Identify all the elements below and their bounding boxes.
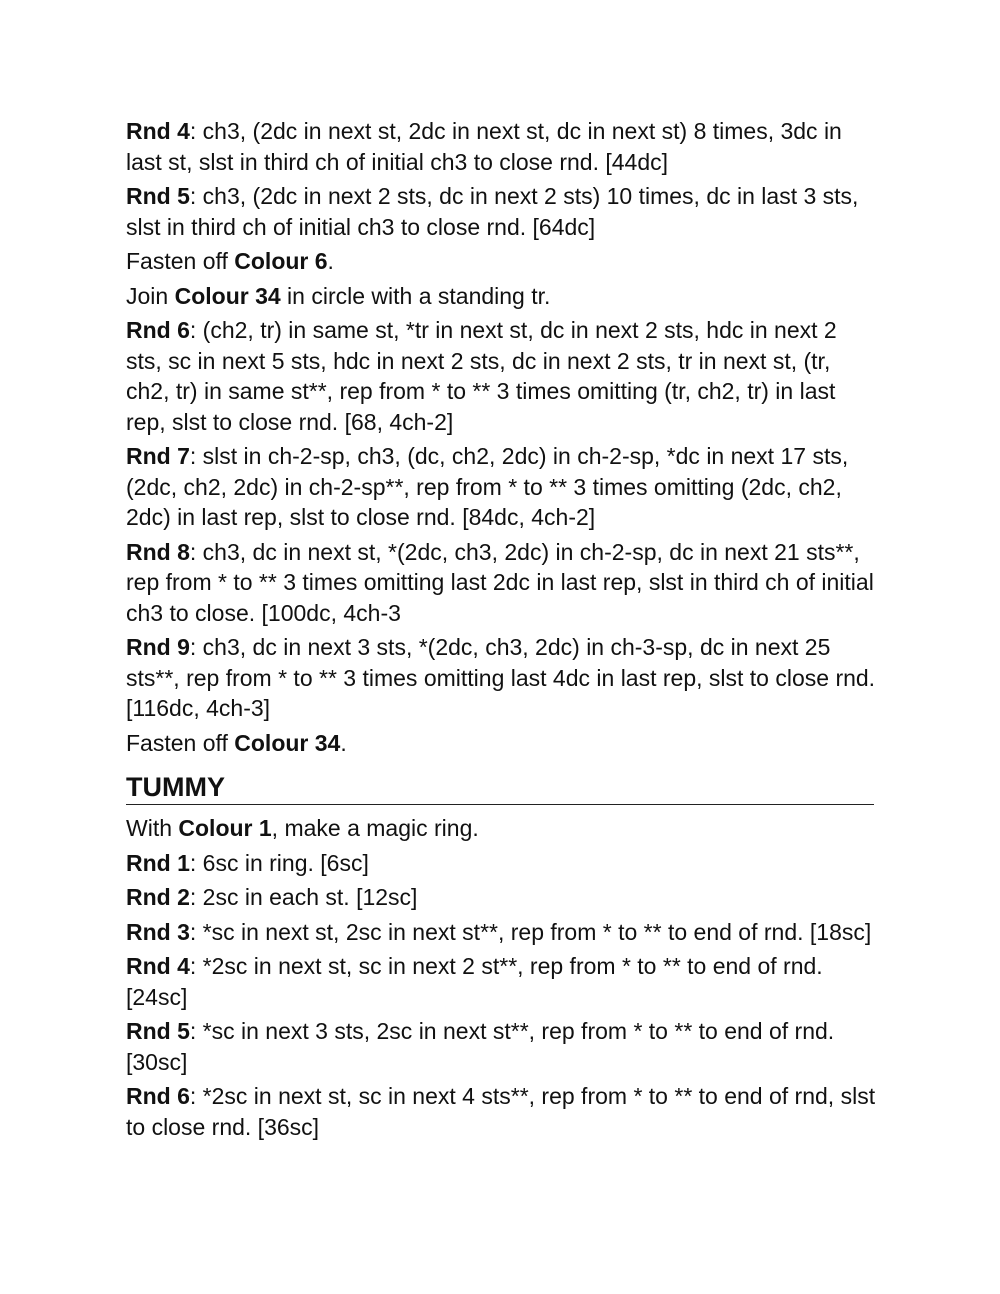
bold-term: Rnd 5 (126, 1018, 190, 1044)
instruction-text: : (ch2, tr) in same st, *tr in next st, dc in next 2 sts, hdc in next 2 sts, sc in next 5 sts, hdc in next 2 sts, dc in next 2 sts, tr in next st, (tr, ch2, tr) in same st**, rep from * to ** 3 times omitting (tr, ch2, tr) in last rep, slst to close rnd. [68, 4ch-2] (126, 317, 837, 435)
bold-term: Rnd 4 (126, 118, 190, 144)
instruction-text: Join (126, 282, 175, 309)
instruction-paragraph (126, 632, 876, 724)
instruction-text: . (327, 248, 334, 274)
instruction-paragraph (126, 882, 876, 913)
instruction-text: : slst in ch-2-sp, ch3, (dc, ch2, 2dc) in ch-2-sp, *dc in next 17 sts, (2dc, ch2, 2dc) in ch-2-sp**, rep from * to ** 3 times omitting (2dc, ch2, 2dc) in last rep, slst to close rnd. [84dc, 4ch-2] (126, 443, 849, 530)
instruction-text: : 2sc in each st. [12sc] (189, 884, 418, 910)
instruction-text: : 6sc in ring. [6sc] (189, 849, 369, 876)
bold-term: Colour 34 (174, 282, 281, 309)
section-divider (126, 804, 874, 805)
bold-term: Rnd 8 (126, 538, 190, 565)
instruction-text: : *2sc in next st, sc in next 4 sts**, rep from * to ** to end of rnd, slst to close rnd. [36sc] (126, 1083, 876, 1140)
instruction-text: : *2sc in next st, sc in next 2 st**, rep from * to ** to end of rnd. [24sc] (126, 953, 823, 1010)
bold-term: Rnd 9 (126, 634, 190, 660)
section-heading: TUMMY (126, 772, 225, 802)
instruction-paragraph (126, 848, 876, 879)
instruction-paragraph (126, 951, 876, 1012)
instruction-text: in circle with a standing tr. (280, 282, 551, 309)
instruction-text: : ch3, (2dc in next 2 sts, dc in next 2 sts) 10 times, dc in last 3 sts, slst in third ch of initial ch3 to close rnd. [64dc] (126, 183, 859, 240)
instruction-paragraph (126, 116, 876, 177)
instruction-paragraph (126, 315, 876, 437)
bold-term: Rnd 6 (126, 1083, 190, 1109)
instruction-paragraph (126, 181, 876, 242)
instruction-paragraph (126, 917, 876, 948)
instruction-text: : *sc in next 3 sts, 2sc in next st**, rep from * to ** to end of rnd. [30sc] (126, 1018, 835, 1075)
document-page (126, 116, 876, 1146)
instruction-paragraph (126, 728, 876, 759)
bold-term: Colour 6 (234, 248, 328, 274)
instruction-paragraph (126, 281, 876, 312)
instruction-text: : ch3, dc in next 3 sts, *(2dc, ch3, 2dc) in ch-3-sp, dc in next 25 sts**, rep from * to ** 3 times omitting last 4dc in last rep, slst to close rnd. [116dc, 4ch-3] (126, 634, 876, 721)
bold-term: Rnd 4 (126, 953, 190, 979)
instruction-text: : ch3, dc in next st, *(2dc, ch3, 2dc) in ch-2-sp, dc in next 21 sts**, rep from * to ** 3 times omitting last 2dc in last rep, slst in third ch of initial ch3 to close. [100dc, 4ch-3 (126, 538, 874, 626)
instruction-paragraph (126, 1081, 876, 1142)
bold-term: Rnd 7 (126, 443, 190, 469)
instruction-text: : *sc in next st, 2sc in next st**, rep from * to ** to end of rnd. [18sc] (189, 918, 872, 945)
instruction-paragraph (126, 1016, 876, 1077)
bold-term: Rnd 5 (126, 183, 190, 209)
bold-term: Rnd 3 (126, 918, 190, 945)
bold-term: Colour 1 (178, 815, 272, 841)
instruction-text: With (126, 815, 179, 841)
instruction-text: : ch3, (2dc in next st, 2dc in next st, dc in next st) 8 times, 3dc in last st, slst in third ch of initial ch3 to close rnd. [44dc] (126, 118, 842, 175)
bold-term: Rnd 1 (126, 849, 190, 876)
instruction-text: Fasten off (126, 248, 235, 274)
instruction-paragraph (126, 246, 876, 277)
instruction-text: Fasten off (126, 729, 235, 756)
instruction-text: . (340, 729, 347, 756)
bold-term: Rnd 2 (126, 884, 190, 910)
instruction-paragraph (126, 537, 876, 629)
bold-term: Colour 34 (234, 729, 341, 756)
instruction-paragraph (126, 441, 876, 533)
instruction-text: , make a magic ring. (271, 815, 479, 841)
instruction-paragraph (126, 813, 876, 844)
bold-term: Rnd 6 (126, 317, 190, 343)
